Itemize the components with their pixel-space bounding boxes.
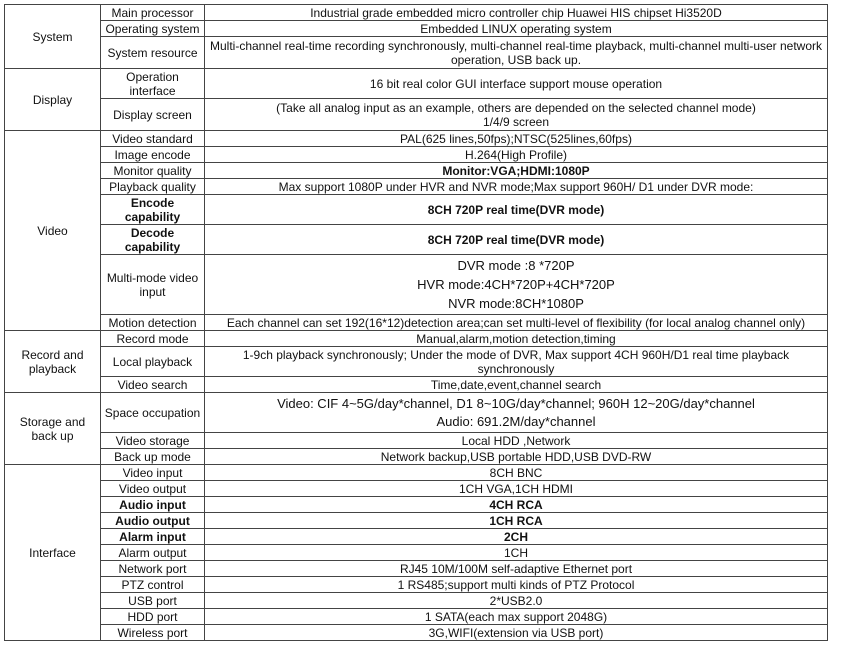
table-row bbox=[5, 37, 828, 69]
feature-label: Motion detection bbox=[101, 315, 205, 331]
feature-value: Multi-channel real-time recording synchronously, multi-channel real-time playback, multi-channel multi-user network operation, USB back up. bbox=[205, 37, 828, 69]
feature-label: Encode capability bbox=[101, 195, 205, 225]
feature-value: 8CH 720P real time(DVR mode) bbox=[205, 195, 828, 225]
feature-label: Video output bbox=[101, 481, 205, 497]
feature-value: PAL(625 lines,50fps);NTSC(525lines,60fps) bbox=[205, 131, 828, 147]
table-row bbox=[5, 433, 828, 449]
feature-label: Space occupation bbox=[101, 393, 205, 433]
table-row bbox=[5, 481, 828, 497]
feature-value: Time,date,event,channel search bbox=[205, 377, 828, 393]
feature-label: Video input bbox=[101, 465, 205, 481]
feature-value bbox=[205, 393, 828, 433]
feature-label: Back up mode bbox=[101, 449, 205, 465]
table-row bbox=[5, 497, 828, 513]
feature-value: Industrial grade embedded micro controller chip Huawei HIS chipset Hi3520D bbox=[205, 5, 828, 21]
feature-value: Max support 1080P under HVR and NVR mode;Max support 960H/ D1 under DVR mode: bbox=[205, 179, 828, 195]
value-line: 1/4/9 screen bbox=[482, 114, 550, 129]
feature-value: Local HDD ,Network bbox=[205, 433, 828, 449]
feature-value bbox=[205, 99, 828, 131]
feature-value: 1CH VGA,1CH HDMI bbox=[205, 481, 828, 497]
feature-value: RJ45 10M/100M self-adaptive Ethernet port bbox=[205, 561, 828, 577]
feature-label: Main processor bbox=[101, 5, 205, 21]
category-record-playback: Record and playback bbox=[5, 331, 101, 393]
feature-value: 2*USB2.0 bbox=[205, 593, 828, 609]
table-row bbox=[5, 577, 828, 593]
feature-value: 1 RS485;support multi kinds of PTZ Protocol bbox=[205, 577, 828, 593]
table-row bbox=[5, 377, 828, 393]
feature-value: Network backup,USB portable HDD,USB DVD-RW bbox=[205, 449, 828, 465]
feature-value: 2CH bbox=[205, 529, 828, 545]
feature-value: Monitor:VGA;HDMI:1080P bbox=[205, 163, 828, 179]
feature-value: 1-9ch playback synchronously; Under the mode of DVR, Max support 4CH 960H/D1 real time playback synchronously bbox=[205, 347, 828, 377]
table-row bbox=[5, 545, 828, 561]
category-video: Video bbox=[5, 131, 101, 331]
table-row bbox=[5, 131, 828, 147]
feature-label: Decode capability bbox=[101, 225, 205, 255]
table-row bbox=[5, 513, 828, 529]
table-row bbox=[5, 449, 828, 465]
feature-label: Monitor quality bbox=[101, 163, 205, 179]
category-storage-backup: Storage and back up bbox=[5, 393, 101, 465]
feature-label: Multi-mode video input bbox=[101, 255, 205, 315]
feature-label: Network port bbox=[101, 561, 205, 577]
feature-label: Alarm input bbox=[101, 529, 205, 545]
feature-label: Audio output bbox=[101, 513, 205, 529]
table-row bbox=[5, 315, 828, 331]
feature-value: 8CH 720P real time(DVR mode) bbox=[205, 225, 828, 255]
feature-label: Video storage bbox=[101, 433, 205, 449]
value-line: Audio: 691.2M/day*channel bbox=[436, 413, 596, 429]
feature-value: 3G,WIFI(extension via USB port) bbox=[205, 625, 828, 641]
table-row bbox=[5, 393, 828, 433]
feature-label: Image encode bbox=[101, 147, 205, 163]
table-row bbox=[5, 593, 828, 609]
feature-label: Playback quality bbox=[101, 179, 205, 195]
feature-value bbox=[205, 255, 828, 315]
category-system: System bbox=[5, 5, 101, 69]
value-line: Video: CIF 4~5G/day*channel, D1 8~10G/day*channel; 960H 12~20G/day*channel bbox=[277, 395, 755, 411]
feature-value: H.264(High Profile) bbox=[205, 147, 828, 163]
feature-label: Operating system bbox=[101, 21, 205, 37]
table-row bbox=[5, 625, 828, 641]
feature-label: System resource bbox=[101, 37, 205, 69]
value-line: DVR mode :8 *720P bbox=[457, 258, 575, 273]
table-row bbox=[5, 561, 828, 577]
table-row bbox=[5, 609, 828, 625]
table-row bbox=[5, 5, 828, 21]
table-row bbox=[5, 225, 828, 255]
feature-label: Operation interface bbox=[101, 69, 205, 99]
feature-value: Manual,alarm,motion detection,timing bbox=[205, 331, 828, 347]
feature-value: 1 SATA(each max support 2048G) bbox=[205, 609, 828, 625]
table-row bbox=[5, 99, 828, 131]
category-display: Display bbox=[5, 69, 101, 131]
feature-value: 16 bit real color GUI interface support mouse operation bbox=[205, 69, 828, 99]
value-line: (Take all analog input as an example, others are depended on the selected channel mode) bbox=[276, 100, 756, 115]
table-row bbox=[5, 347, 828, 377]
feature-label: Display screen bbox=[101, 99, 205, 131]
feature-value: 8CH BNC bbox=[205, 465, 828, 481]
value-line: NVR mode:8CH*1080P bbox=[448, 296, 584, 311]
table-row bbox=[5, 195, 828, 225]
feature-label: Alarm output bbox=[101, 545, 205, 561]
table-row bbox=[5, 255, 828, 315]
feature-label: Video standard bbox=[101, 131, 205, 147]
feature-label: USB port bbox=[101, 593, 205, 609]
feature-value: Embedded LINUX operating system bbox=[205, 21, 828, 37]
table-row bbox=[5, 21, 828, 37]
table-row bbox=[5, 331, 828, 347]
table-row bbox=[5, 529, 828, 545]
feature-label: Audio input bbox=[101, 497, 205, 513]
feature-value: Each channel can set 192(16*12)detection area;can set multi-level of flexibility (for local analog channel only) bbox=[205, 315, 828, 331]
table-row bbox=[5, 147, 828, 163]
feature-label: Wireless port bbox=[101, 625, 205, 641]
feature-label: Record mode bbox=[101, 331, 205, 347]
table-row bbox=[5, 163, 828, 179]
table-row bbox=[5, 69, 828, 99]
feature-value: 4CH RCA bbox=[205, 497, 828, 513]
category-interface: Interface bbox=[5, 465, 101, 641]
feature-value: 1CH bbox=[205, 545, 828, 561]
table-row bbox=[5, 465, 828, 481]
feature-label: Local playback bbox=[101, 347, 205, 377]
feature-label: HDD port bbox=[101, 609, 205, 625]
spec-table bbox=[4, 4, 828, 641]
feature-label: PTZ control bbox=[101, 577, 205, 593]
value-line: HVR mode:4CH*720P+4CH*720P bbox=[417, 277, 615, 292]
table-row bbox=[5, 179, 828, 195]
feature-label: Video search bbox=[101, 377, 205, 393]
feature-value: 1CH RCA bbox=[205, 513, 828, 529]
